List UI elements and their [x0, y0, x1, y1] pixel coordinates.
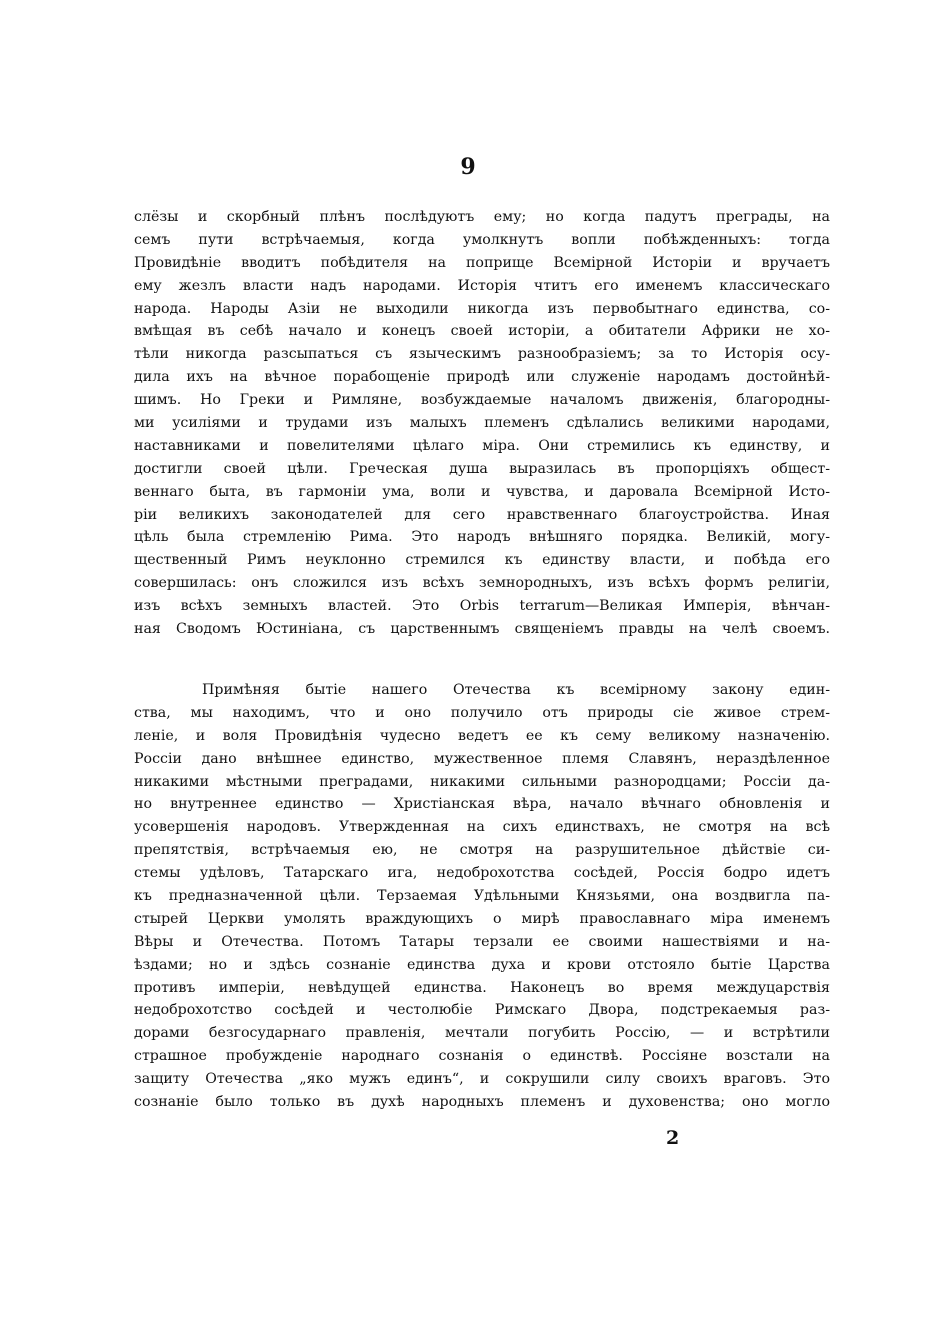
- text-line: ми усиліями и трудами изъ малыхъ племенъ сдѣлались великими народами,: [134, 415, 830, 432]
- text-line: стырей Церкви умолять враждующихъ о мирѣ православнаго міра именемъ: [134, 910, 830, 927]
- text-line: страшное пробужденіе народнаго сознанія о единствѣ. Россіяне возстали на: [134, 1048, 830, 1065]
- text-line: Провидѣніе вводитъ побѣдителя на поприще Всемірной Исторіи и вручаетъ: [134, 254, 830, 271]
- text-line: народа. Народы Азіи не выходили никогда изъ первобытнаго единства, со-: [134, 300, 830, 317]
- text-line: шимъ. Но Греки и Римляне, возбуждаемые началомъ движенія, благородны-: [134, 392, 830, 409]
- text-line: совершилась: онъ сложился изъ всѣхъ земнородныхъ, изъ всѣхъ формъ религіи,: [134, 575, 830, 592]
- text-line: ему жезлъ власти надъ народами. Исторія чтитъ его именемъ классическаго: [134, 277, 830, 294]
- paragraph-2: [134, 679, 830, 1114]
- text-line: цѣль была стремленію Рима. Это народъ внѣшняго порядка. Великій, могу-: [134, 529, 830, 546]
- text-line: противъ имперіи, невѣдущей единства. Наконецъ во время междуцарствія: [134, 979, 830, 996]
- text-line: никакими мѣстными преградами, никакими сильными разнородцами; Россіи да-: [134, 773, 830, 790]
- text-line: наставниками и повелителями цѣлаго міра. Они стремились къ единству, и: [134, 437, 830, 454]
- text-line: Примѣняя бытіе нашего Отечества къ всемірному закону един-: [202, 682, 830, 698]
- text-line: къ предназначенной цѣли. Терзаемая Удѣльными Князьями, она воздвигла па-: [134, 888, 830, 905]
- text-line: но внутреннее единство — Христіанская вѣра, начало вѣчнаго обновленія и: [134, 796, 830, 813]
- text-line: щественный Римъ неуклонно стремился къ единству власти, и побѣда его: [134, 552, 830, 569]
- text-line: тѣли никогда разсыпаться съ языческимъ разнообразіемъ; за то Исторія осу-: [134, 346, 830, 363]
- text-line: Вѣры и Отечества. Потомъ Татары терзали ее своими нашествіями и на-: [134, 933, 830, 950]
- text-line: слёзы и скорбный плѣнъ послѣдуютъ ему; но когда падутъ преграды, на: [134, 209, 830, 225]
- text-line: ная Сводомъ Юстиніана, съ царственнымъ священіемъ правды на челѣ своемъ.: [134, 621, 830, 638]
- text-line: леніе, и воля Провидѣнія чудесно ведетъ ее къ сему великому назначенію.: [134, 727, 830, 744]
- text-line: ства, мы находимъ, что и оно получило отъ природы сіе живое стрем-: [134, 704, 830, 721]
- text-line: семъ пути встрѣчаемыя, когда умолкнутъ вопли побѣжденныхъ: тогда: [134, 231, 830, 248]
- text-line: ріи великихъ законодателей для сего нравственнаго благоустройства. Иная: [134, 506, 830, 523]
- text-line: Россіи дано внѣшнее единство, мужественное племя Славянъ, нераздѣленное: [134, 750, 830, 767]
- paragraph-1: [134, 206, 830, 641]
- text-line: дила ихъ на вѣчное порабощеніе природѣ или служеніе народамъ достойнѣй-: [134, 369, 830, 386]
- text-line: достигли своей цѣли. Греческая душа выразилась въ пропорціяхъ общест-: [134, 460, 830, 477]
- text-line: веннаго быта, въ гармоніи ума, воли и чувства, и даровала Всемірной Исто-: [134, 483, 830, 500]
- page-number: 9: [460, 154, 476, 180]
- text-line: стемы удѣловъ, Татарскаго ига, недоброхотства сосѣдей, Россія бодро идетъ: [134, 865, 830, 882]
- text-line: ѣздами; но и здѣсь сознаніе единства духа и крови отстояло бытіе Царства: [134, 956, 830, 973]
- text-line: препятствія, встрѣчаемыя ею, не смотря на разрушительное дѣйствіе си-: [134, 842, 830, 859]
- signature-mark: 2: [666, 1127, 680, 1149]
- text-line: изъ всѣхъ земныхъ властей. Это Orbis terrarum—Великая Имперія, вѣнчан-: [134, 598, 830, 615]
- text-line: вмѣщая въ себѣ начало и конецъ своей исторіи, а обитатели Африки не хо-: [134, 323, 830, 340]
- text-line: недоброхотство сосѣдей и честолюбіе Римскаго Двора, подстрекаемыя раз-: [134, 1002, 830, 1019]
- text-line: защиту Отечества „яко мужъ единъ“, и сокрушили силу своихъ враговъ. Это: [134, 1071, 830, 1088]
- text-line: дорами безгосударнаго правленія, мечтали погубить Россію, — и встрѣтили: [134, 1025, 830, 1042]
- text-line: усовершенія народовъ. Утвержденная на сихъ единствахъ, не смотря на всѣ: [134, 819, 830, 836]
- text-line: сознаніе было только въ духѣ народныхъ племенъ и духовенства; оно могло: [134, 1094, 830, 1111]
